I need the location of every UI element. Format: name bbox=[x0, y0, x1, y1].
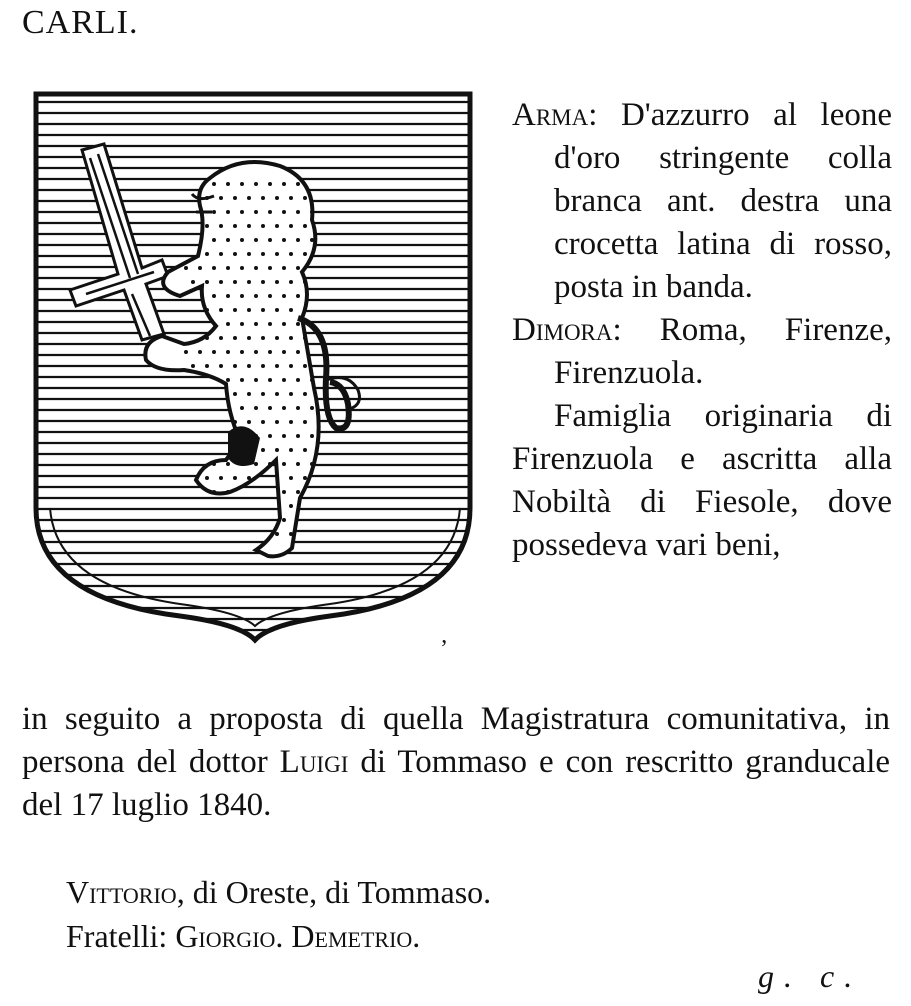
member-line-1 bbox=[66, 870, 491, 914]
brothers-separator: . bbox=[275, 918, 292, 954]
arma-label: Arma bbox=[512, 97, 589, 133]
brother-name-2: Demetrio bbox=[291, 918, 413, 954]
history-paragraph-continued bbox=[22, 698, 890, 827]
member-lineage: , di Oreste, di Tommaso. bbox=[176, 874, 492, 910]
dimora-paragraph bbox=[512, 309, 892, 395]
brothers-prefix: Fratelli: bbox=[66, 918, 176, 954]
arma-text: : D'azzurro al leone d'oro stringente colla branca ant. destra una crocetta latina di rosso, posta in banda. bbox=[554, 97, 892, 305]
brother-name-1: Giorgio bbox=[175, 918, 276, 954]
member-name: Vittorio bbox=[66, 874, 177, 910]
dimora-text: : Roma, Firenze, Firenzuola. bbox=[554, 312, 892, 391]
page-title: CARLI. bbox=[22, 4, 139, 41]
family-members bbox=[66, 870, 491, 958]
brothers-end: . bbox=[412, 918, 421, 954]
arma-paragraph bbox=[512, 94, 892, 309]
dimora-label: Dimora bbox=[512, 312, 613, 348]
member-line-2 bbox=[66, 914, 491, 958]
history-text-after: di Tommaso e con rescritto granducale del 17 luglio 1840. bbox=[22, 744, 891, 823]
coat-of-arms-shield bbox=[30, 88, 480, 648]
history-paragraph-start: Famiglia originaria di Firenzuola e ascritta alla Nobiltà di Fiesole, dove possedeva vari beni, bbox=[512, 398, 892, 563]
history-text-before: in seguito a proposta di quella Magistratura comunitativa, in persona del dottor bbox=[22, 701, 890, 780]
author-initials: g. c. bbox=[758, 958, 863, 994]
history-person-name: Luigi bbox=[279, 744, 349, 780]
stray-mark: ʼ bbox=[440, 636, 448, 662]
blazon-text-block bbox=[512, 94, 892, 567]
